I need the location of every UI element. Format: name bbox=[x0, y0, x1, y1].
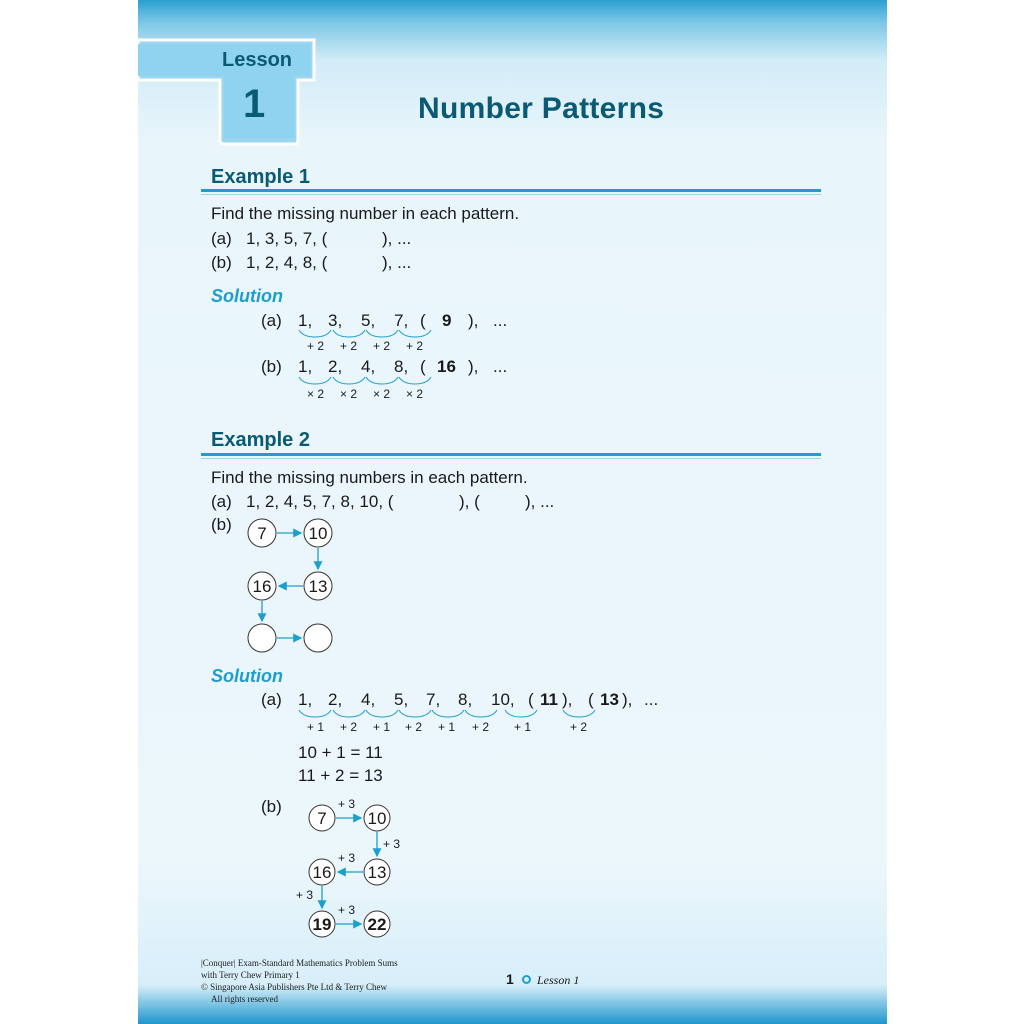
ex2-sol-a-open1: ( bbox=[528, 690, 534, 709]
ex1-sol-a-step: + 2 bbox=[307, 339, 325, 353]
example2-title: Example 2 bbox=[211, 429, 310, 451]
lesson-number: 1 bbox=[243, 82, 266, 126]
working-line: 10 + 1 = 11 bbox=[298, 743, 383, 762]
solution-circle-value: 7 bbox=[317, 809, 327, 828]
ex2-sol-a-ellipsis: ... bbox=[644, 690, 659, 709]
ex1-sol-b-braces bbox=[293, 375, 443, 387]
solution-circle-value: 13 bbox=[367, 863, 387, 882]
solution-circle-value: 19 bbox=[312, 915, 332, 934]
ex2-sol-b-label: (b) bbox=[261, 797, 282, 816]
ex2-sol-a-step: + 1 bbox=[373, 720, 391, 734]
ex1-sol-b-step: × 2 bbox=[406, 387, 424, 401]
working-line: 11 + 2 = 13 bbox=[298, 766, 383, 785]
footer-line: © Singapore Asia Publishers Pte Ltd & Terry Chew bbox=[201, 982, 388, 992]
ex1-sol-b-term: 4, bbox=[361, 357, 376, 376]
ex1-sol-b-step: × 2 bbox=[340, 387, 358, 401]
ex1-sol-b-step: × 2 bbox=[307, 387, 325, 401]
ex2-sol-a-step: + 1 bbox=[514, 720, 532, 734]
example1-rule bbox=[201, 189, 821, 192]
example2-b-label: (b) bbox=[211, 515, 232, 534]
ex1-sol-a-step: + 2 bbox=[373, 339, 391, 353]
ex2-sol-a-term: 2, bbox=[328, 690, 343, 709]
circle-value: 10 bbox=[308, 524, 328, 543]
ex2-sol-a-step: + 2 bbox=[472, 720, 490, 734]
page-lesson: Lesson 1 bbox=[537, 973, 580, 987]
ex2-sol-a-term: 7, bbox=[426, 690, 441, 709]
ex1-sol-b-open: ( bbox=[420, 357, 426, 376]
pattern-circle-empty bbox=[248, 624, 276, 652]
ex2-sol-a-step: + 2 bbox=[570, 720, 588, 734]
ex1-sol-b-label: (b) bbox=[261, 357, 282, 376]
ex2-sol-a-step: + 1 bbox=[307, 720, 325, 734]
ex1-sol-a-close: ), bbox=[468, 311, 479, 330]
example1-b-sequence: 1, 2, 4, 8, ( bbox=[246, 253, 328, 272]
ex1-sol-b-step: × 2 bbox=[373, 387, 391, 401]
example2-rule bbox=[201, 453, 821, 456]
example1-a-sequence: 1, 3, 5, 7, ( bbox=[246, 229, 328, 248]
ex2-sol-a-step: + 1 bbox=[438, 720, 456, 734]
ex1-sol-b-term: 8, bbox=[394, 357, 409, 376]
footer-line: with Terry Chew Primary 1 bbox=[201, 970, 300, 980]
solution-step: + 3 bbox=[383, 837, 401, 851]
ex2-sol-a-term: 4, bbox=[361, 690, 376, 709]
solution-step: + 3 bbox=[338, 851, 356, 865]
ex2-sol-a-term: 1, bbox=[298, 690, 313, 709]
example1-a-close: ), ... bbox=[382, 229, 412, 248]
footer-credit bbox=[201, 957, 398, 1005]
solution-step: + 3 bbox=[296, 888, 314, 902]
footer-line: |Conquer| Exam-Standard Mathematics Problem Sums bbox=[201, 958, 398, 968]
example2-a-close: ), ... bbox=[525, 492, 555, 511]
page-bullet-icon bbox=[522, 975, 531, 984]
ex1-sol-a-term: 1, bbox=[298, 311, 313, 330]
solution-circle-value: 16 bbox=[312, 863, 332, 882]
ex1-sol-a-term: 7, bbox=[394, 311, 409, 330]
solution-step: + 3 bbox=[338, 903, 356, 917]
page-number: 1 bbox=[506, 971, 514, 987]
ex1-sol-a-step: + 2 bbox=[340, 339, 358, 353]
ex1-sol-a-step: + 2 bbox=[406, 339, 424, 353]
example2-a-sequence: 1, 2, 4, 5, 7, 8, 10, ( bbox=[246, 492, 394, 511]
example2-b-diagram bbox=[238, 512, 348, 657]
ex2-sol-a-step: + 2 bbox=[405, 720, 423, 734]
ex2-sol-a-open2: ( bbox=[588, 690, 594, 709]
workbook-page bbox=[138, 0, 887, 1024]
ex2-sol-a-braces bbox=[293, 708, 613, 720]
example2-solution-label: Solution bbox=[211, 666, 283, 686]
example2-a-label: (a) bbox=[211, 492, 232, 511]
ex1-sol-b-answer: 16 bbox=[437, 357, 456, 376]
ex2-sol-a-term: 10, bbox=[491, 690, 515, 709]
ex2-sol-a-answer2: 13 bbox=[600, 690, 619, 709]
ex1-sol-b-close: ), bbox=[468, 357, 479, 376]
ex2-sol-a-term: 5, bbox=[394, 690, 409, 709]
solution-step: + 3 bbox=[338, 797, 356, 811]
ex1-sol-a-label: (a) bbox=[261, 311, 282, 330]
ex2-sol-a-label: (a) bbox=[261, 690, 282, 709]
example2-rule-light bbox=[201, 458, 821, 459]
example1-rule-light bbox=[201, 194, 821, 195]
example1-a-label: (a) bbox=[211, 229, 232, 248]
ex1-sol-a-ellipsis: ... bbox=[493, 311, 508, 330]
circle-value: 16 bbox=[252, 577, 272, 596]
ex1-sol-a-open: ( bbox=[420, 311, 426, 330]
ex1-sol-a-answer: 9 bbox=[442, 311, 452, 330]
solution-circle-value: 22 bbox=[367, 915, 387, 934]
ex2-sol-a-answer1: 11 bbox=[540, 690, 558, 709]
ex1-sol-a-term: 3, bbox=[328, 311, 343, 330]
ex1-sol-b-term: 1, bbox=[298, 357, 313, 376]
circle-value: 13 bbox=[308, 577, 328, 596]
footer-line: All rights reserved bbox=[211, 994, 278, 1004]
example2-a-mid: ), ( bbox=[459, 492, 480, 511]
lesson-title: Number Patterns bbox=[418, 92, 665, 125]
ex2-sol-b-diagram bbox=[288, 796, 413, 942]
solution-circle-value: 10 bbox=[367, 809, 387, 828]
ex1-sol-b-term: 2, bbox=[328, 357, 343, 376]
pattern-circle-empty bbox=[304, 624, 332, 652]
circle-value: 7 bbox=[257, 524, 267, 543]
ex2-sol-a-close2: ), bbox=[622, 690, 633, 709]
lesson-label: Lesson bbox=[222, 49, 293, 71]
ex2-sol-a-term: 8, bbox=[458, 690, 473, 709]
ex2-sol-a-close1: ), bbox=[562, 690, 573, 709]
example2-instruction: Find the missing numbers in each pattern. bbox=[211, 468, 528, 487]
ex1-sol-b-ellipsis: ... bbox=[493, 357, 508, 376]
example1-title: Example 1 bbox=[211, 166, 310, 188]
example1-solution-label: Solution bbox=[211, 286, 283, 306]
example1-b-close: ), ... bbox=[382, 253, 412, 272]
ex2-sol-a-step: + 2 bbox=[340, 720, 358, 734]
example1-instruction: Find the missing number in each pattern. bbox=[211, 204, 520, 223]
ex1-sol-a-term: 5, bbox=[361, 311, 376, 330]
example1-b-label: (b) bbox=[211, 253, 232, 272]
